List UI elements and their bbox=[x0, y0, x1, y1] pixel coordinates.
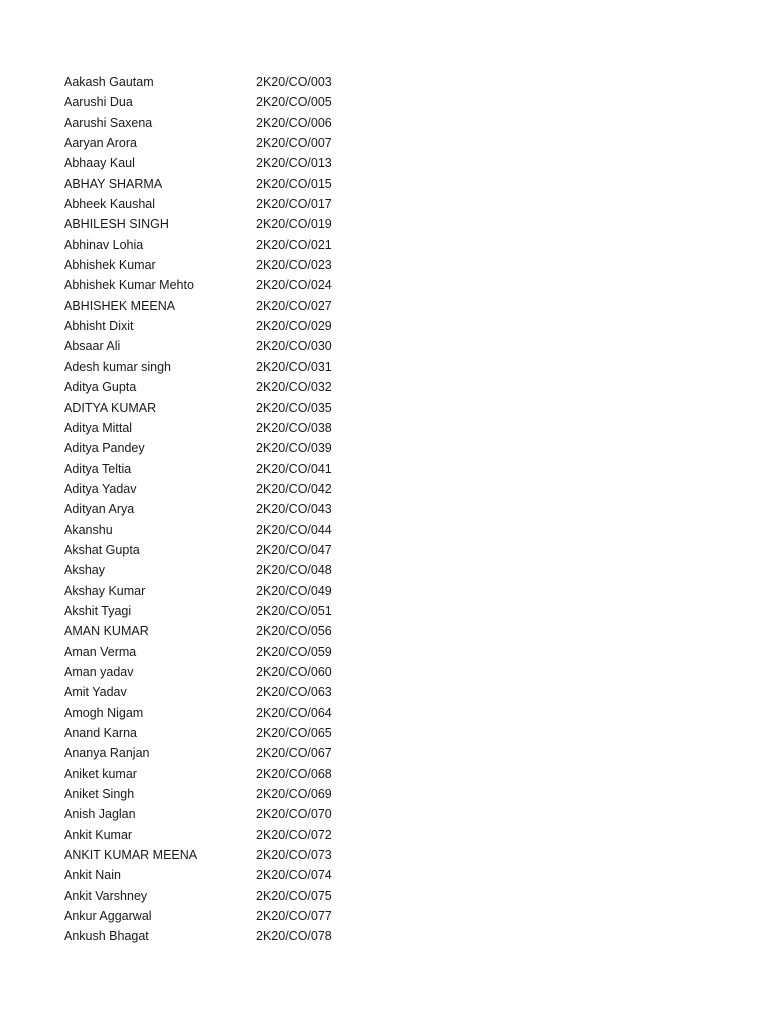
student-name: Ankit Varshney bbox=[64, 888, 148, 903]
student-name: Ankit Kumar bbox=[64, 827, 133, 842]
roll-number: 2K20/CO/015 bbox=[256, 176, 332, 191]
student-name: Adesh kumar singh bbox=[64, 359, 172, 374]
roll-number: 2K20/CO/006 bbox=[256, 115, 332, 130]
student-name: Adityan Arya bbox=[64, 502, 135, 517]
roll-number: 2K20/CO/024 bbox=[256, 278, 332, 293]
student-name: Akanshu bbox=[64, 522, 113, 537]
student-name: Aniket kumar bbox=[64, 766, 137, 781]
roll-number: 2K20/CO/075 bbox=[256, 888, 332, 903]
roster-row bbox=[64, 601, 704, 621]
student-name: Aniket Singh bbox=[64, 787, 135, 802]
student-name: Abhinav Lohia bbox=[64, 237, 144, 252]
roll-number: 2K20/CO/070 bbox=[256, 807, 332, 822]
roster-row bbox=[64, 316, 704, 336]
roster-row bbox=[64, 133, 704, 153]
roster-row bbox=[64, 377, 704, 397]
roster-row bbox=[64, 153, 704, 173]
roll-number: 2K20/CO/051 bbox=[256, 603, 332, 618]
roll-number: 2K20/CO/044 bbox=[256, 522, 332, 537]
roll-number: 2K20/CO/035 bbox=[256, 400, 332, 415]
student-name: Abhishek Kumar Mehto bbox=[64, 278, 194, 293]
roster-row bbox=[64, 784, 704, 804]
roll-number: 2K20/CO/041 bbox=[256, 461, 332, 476]
roll-number: 2K20/CO/030 bbox=[256, 339, 332, 354]
roll-number: 2K20/CO/056 bbox=[256, 624, 332, 639]
roster-row bbox=[64, 581, 704, 601]
roster-row bbox=[64, 764, 704, 784]
student-roster-list bbox=[64, 72, 704, 947]
roster-row bbox=[64, 865, 704, 885]
roster-row bbox=[64, 72, 704, 92]
student-name: Ankush Bhagat bbox=[64, 929, 149, 944]
student-name: Aditya Gupta bbox=[64, 380, 137, 395]
roster-row bbox=[64, 845, 704, 865]
roll-number: 2K20/CO/013 bbox=[256, 156, 332, 171]
roll-number: 2K20/CO/074 bbox=[256, 868, 332, 883]
roster-row bbox=[64, 113, 704, 133]
roll-number: 2K20/CO/043 bbox=[256, 502, 332, 517]
student-name: Aman Verma bbox=[64, 644, 137, 659]
student-name: ABHAY SHARMA bbox=[64, 176, 163, 191]
roll-number: 2K20/CO/072 bbox=[256, 827, 332, 842]
roster-row bbox=[64, 459, 704, 479]
roster-row bbox=[64, 275, 704, 295]
student-name: Ananya Ranjan bbox=[64, 746, 150, 761]
student-name: Absaar Ali bbox=[64, 339, 121, 354]
roster-row bbox=[64, 336, 704, 356]
roll-number: 2K20/CO/023 bbox=[256, 258, 332, 273]
roll-number: 2K20/CO/021 bbox=[256, 237, 332, 252]
roster-row bbox=[64, 682, 704, 702]
roster-row bbox=[64, 743, 704, 763]
student-name: ABHILESH SINGH bbox=[64, 217, 169, 232]
student-name: AMAN KUMAR bbox=[64, 624, 149, 639]
student-name: Aaryan Arora bbox=[64, 136, 137, 151]
roster-row bbox=[64, 540, 704, 560]
roll-number: 2K20/CO/032 bbox=[256, 380, 332, 395]
roll-number: 2K20/CO/069 bbox=[256, 787, 332, 802]
roster-row bbox=[64, 906, 704, 926]
student-name: Akshit Tyagi bbox=[64, 603, 132, 618]
roster-row bbox=[64, 296, 704, 316]
student-name: Aditya Mittal bbox=[64, 420, 133, 435]
student-name: Ankit Nain bbox=[64, 868, 121, 883]
roster-row bbox=[64, 174, 704, 194]
roll-number: 2K20/CO/078 bbox=[256, 929, 332, 944]
student-name: Aarushi Dua bbox=[64, 95, 133, 110]
roster-row bbox=[64, 418, 704, 438]
student-name: Aakash Gautam bbox=[64, 75, 154, 89]
roster-row bbox=[64, 214, 704, 234]
student-name: Aarushi Saxena bbox=[64, 115, 153, 130]
roll-number: 2K20/CO/059 bbox=[256, 644, 332, 659]
roll-number: 2K20/CO/019 bbox=[256, 217, 332, 232]
roll-number: 2K20/CO/064 bbox=[256, 705, 332, 720]
roster-row bbox=[64, 621, 704, 641]
student-name: Amit Yadav bbox=[64, 685, 127, 700]
roll-number: 2K20/CO/073 bbox=[256, 848, 332, 863]
student-name: Abhisht Dixit bbox=[64, 319, 134, 334]
roster-row bbox=[64, 194, 704, 214]
roll-number: 2K20/CO/003 bbox=[256, 75, 332, 89]
roll-number: 2K20/CO/060 bbox=[256, 664, 332, 679]
roll-number: 2K20/CO/047 bbox=[256, 542, 332, 557]
student-name: Aman yadav bbox=[64, 664, 134, 679]
student-name: Akshay Kumar bbox=[64, 583, 146, 598]
student-name: Abhishek Kumar bbox=[64, 258, 156, 273]
student-name: ABHISHEK MEENA bbox=[64, 298, 176, 313]
roll-number: 2K20/CO/068 bbox=[256, 766, 332, 781]
roster-row bbox=[64, 499, 704, 519]
roll-number: 2K20/CO/039 bbox=[256, 441, 332, 456]
roll-number: 2K20/CO/029 bbox=[256, 319, 332, 334]
student-name: ADITYA KUMAR bbox=[64, 400, 157, 415]
roll-number: 2K20/CO/042 bbox=[256, 481, 332, 496]
roster-row bbox=[64, 886, 704, 906]
student-name: Ankur Aggarwal bbox=[64, 909, 152, 924]
roster-row bbox=[64, 235, 704, 255]
roster-row bbox=[64, 642, 704, 662]
roster-row bbox=[64, 662, 704, 682]
student-name: Amogh Nigam bbox=[64, 705, 144, 720]
student-name: ANKIT KUMAR MEENA bbox=[64, 848, 198, 863]
roster-row bbox=[64, 723, 704, 743]
roll-number: 2K20/CO/007 bbox=[256, 136, 332, 151]
roll-number: 2K20/CO/077 bbox=[256, 909, 332, 924]
roll-number: 2K20/CO/031 bbox=[256, 359, 332, 374]
roll-number: 2K20/CO/005 bbox=[256, 95, 332, 110]
roll-number: 2K20/CO/017 bbox=[256, 197, 332, 212]
roll-number: 2K20/CO/027 bbox=[256, 298, 332, 313]
student-name: Akshat Gupta bbox=[64, 542, 140, 557]
roster-row bbox=[64, 438, 704, 458]
student-name: Anish Jaglan bbox=[64, 807, 136, 822]
roll-number: 2K20/CO/049 bbox=[256, 583, 332, 598]
student-name: Abhaay Kaul bbox=[64, 156, 135, 171]
student-name: Abheek Kaushal bbox=[64, 197, 156, 212]
roll-number: 2K20/CO/065 bbox=[256, 726, 332, 740]
roll-number: 2K20/CO/048 bbox=[256, 563, 332, 578]
student-name: Aditya Pandey bbox=[64, 441, 145, 456]
student-name: Aditya Teltia bbox=[64, 461, 132, 476]
roster-row bbox=[64, 703, 704, 723]
roster-row bbox=[64, 520, 704, 540]
roster-row bbox=[64, 357, 704, 377]
roster-row bbox=[64, 926, 704, 946]
student-name: Anand Karna bbox=[64, 726, 137, 740]
roster-row bbox=[64, 804, 704, 824]
roster-row bbox=[64, 398, 704, 418]
roster-row bbox=[64, 560, 704, 580]
student-name: Aditya Yadav bbox=[64, 481, 137, 496]
roll-number: 2K20/CO/067 bbox=[256, 746, 332, 761]
roll-number: 2K20/CO/038 bbox=[256, 420, 332, 435]
roster-row bbox=[64, 255, 704, 275]
roster-row bbox=[64, 479, 704, 499]
roll-number: 2K20/CO/063 bbox=[256, 685, 332, 700]
student-name: Akshay bbox=[64, 563, 105, 578]
roster-row bbox=[64, 825, 704, 845]
roster-row bbox=[64, 92, 704, 112]
